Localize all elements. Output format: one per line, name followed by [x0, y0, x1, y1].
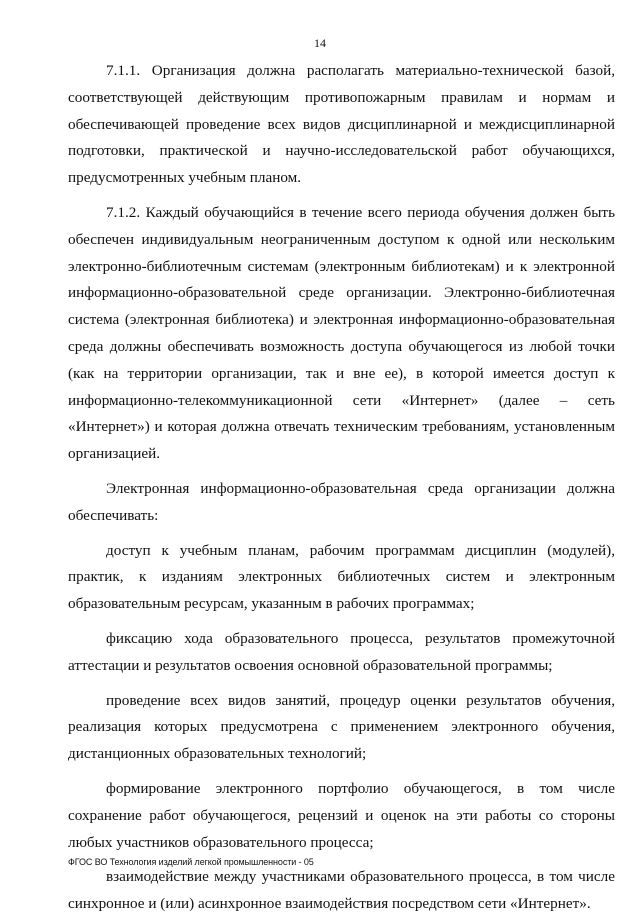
paragraph-eios-intro: Электронная информационно-образовательная среда организации должна обеспечивать:	[68, 479, 615, 524]
paragraph-interaction: взаимодействие между участниками образовательного процесса, в том числе синхронное и (или) асинхронное взаимодействия посредством сети «Интернет».	[68, 868, 615, 913]
paragraph-7-1-2: 7.1.2. Каждый обучающийся в течение всего периода обучения должен быть обеспечен индивидуальным неограниченным доступом к одной или нескольким электронно-библиотечным системам (электронным библиотекам) и к электронной информационно-образовательной среде организации. Электронно-библиотечная система (электронная библиотека) и электронная информационно-образовательная среда должны обеспечивать возможность доступа обучающегося из любой точки (как на территории организации, так и вне ее), в которой имеется доступ к информационно-телекоммуникационной сети «Интернет» (далее – сеть «Интернет») и которая должна отвечать техническим требованиям, установленным организацией.	[68, 203, 615, 463]
document-body	[68, 58, 615, 918]
paragraph-process-tracking: фиксацию хода образовательного процесса, результатов промежуточной аттестации и результатов освоения основной образовательной программы;	[68, 629, 615, 674]
paragraph-classes-assessment: проведение всех видов занятий, процедур оценки результатов обучения, реализация которых предусмотрена с применением электронного обучения, дистанционных образовательных технологий;	[68, 691, 615, 763]
paragraph-access-plans: доступ к учебным планам, рабочим программам дисциплин (модулей), практик, к изданиям электронных библиотечных систем и электронным образовательным ресурсам, указанным в рабочих программах;	[68, 541, 615, 613]
page-number: 14	[314, 36, 326, 50]
paragraph-portfolio: формирование электронного портфолио обучающегося, в том числе сохранение работ обучающегося, рецензий и оценок на эти работы со стороны любых участников образовательного процесса;	[68, 779, 615, 851]
paragraph-7-1-1: 7.1.1. Организация должна располагать материально-технической базой, соответствующей действующим противопожарным правилам и нормам и обеспечивающей проведение всех видов дисциплинарной и междисциплинарной подготовки, практической и научно-исследовательской работ обучающихся, предусмотренных учебным планом.	[68, 62, 615, 187]
document-footer: ФГОС ВО Технология изделий легкой промышленности - 05	[68, 857, 314, 867]
